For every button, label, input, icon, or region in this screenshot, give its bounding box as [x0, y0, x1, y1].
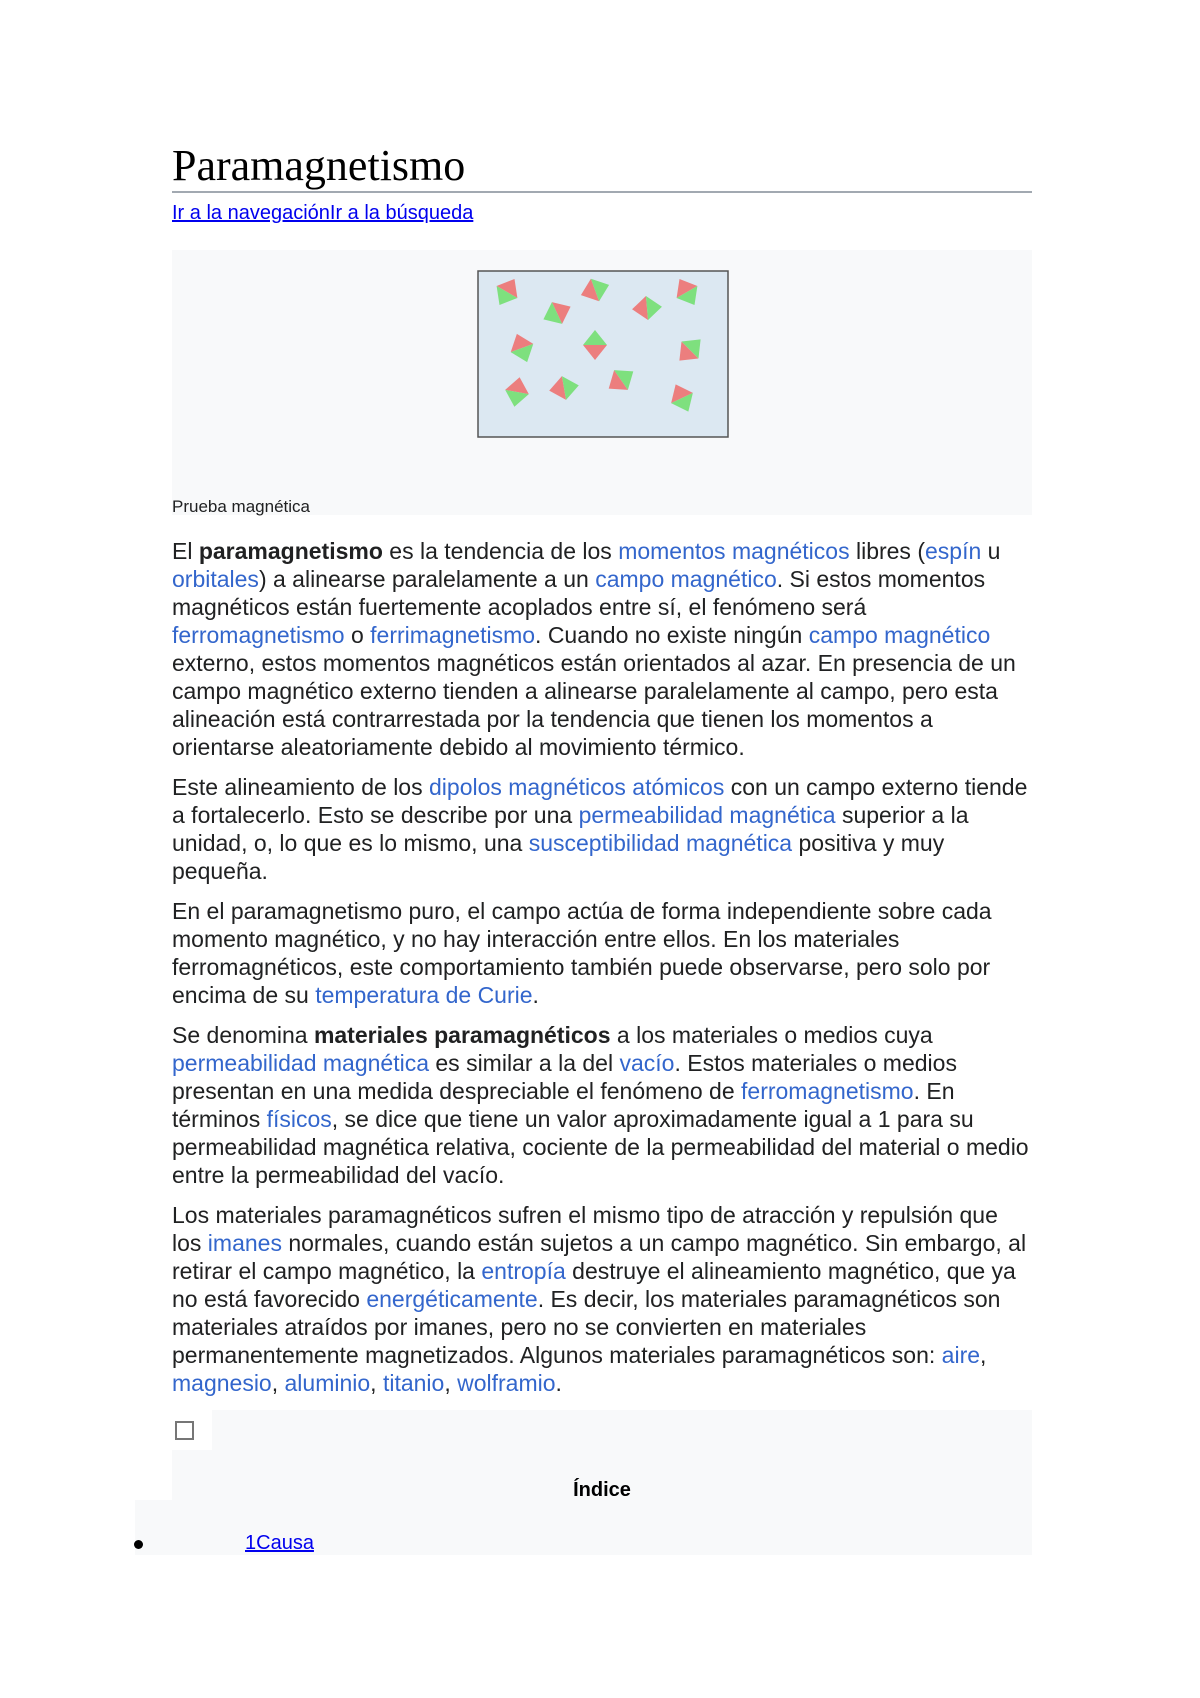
text: externo, estos momentos magnéticos están orientados al azar. En presencia de un campo magnético externo tienden a alinearse paralelamente al campo, pero esta alineación está contrarrestada por la tendencia que tienen los momentos a orientarse aleatoriamente debido al movimiento térmico. [172, 650, 1016, 760]
paragraph-5 [172, 1201, 1032, 1397]
text: , se dice que tiene un valor aproximadamente igual a 1 para su permeabilidad magnética relativa, cociente de la permeabilidad del material o medio entre la permeabilidad del vacío. [172, 1106, 1029, 1188]
bold-term: paramagnetismo [198, 538, 383, 564]
link-permeabilidad-magnetica-2[interactable]: permeabilidad magnética [172, 1050, 429, 1076]
link-entropia[interactable]: entropía [481, 1258, 566, 1284]
text: superior a la unidad, o, lo que es lo mismo, una [172, 802, 969, 856]
link-ferromagnetismo[interactable]: ferromagnetismo [172, 622, 345, 648]
link-vacio[interactable]: vacío [619, 1050, 675, 1076]
text: , [444, 1370, 458, 1396]
text: es la tendencia de los [382, 538, 619, 564]
link-temperatura-de-curie[interactable]: temperatura de Curie [315, 982, 533, 1008]
link-susceptibilidad-magnetica[interactable]: susceptibilidad magnética [528, 830, 793, 856]
article-body [172, 537, 1032, 1409]
figure-caption: Prueba magnética [172, 497, 310, 516]
text: Los materiales paramagnéticos sufren el mismo tipo de atracción y repulsión que los [172, 1202, 998, 1256]
link-ferromagnetismo-2[interactable]: ferromagnetismo [741, 1078, 914, 1104]
toc-item [130, 1530, 1032, 1558]
text: . [532, 982, 539, 1008]
text: destruye el alineamiento magnético, que ya no está favorecido [172, 1258, 1016, 1312]
link-campo-magnetico-2[interactable]: campo magnético [808, 622, 991, 648]
text: . Cuando no existe ningún [535, 622, 809, 648]
text: . [555, 1370, 562, 1396]
link-dipolos-magneticos[interactable]: dipolos magnéticos atómicos [429, 774, 725, 800]
paragraph-4 [172, 1021, 1032, 1189]
text: . Si estos momentos magnéticos están fuertemente acoplados entre sí, el fenómeno será [172, 566, 986, 620]
text: , [370, 1370, 383, 1396]
bullet-icon [134, 1540, 143, 1549]
link-momentos-magneticos[interactable]: momentos magnéticos [618, 538, 850, 564]
link-ferrimagnetismo[interactable]: ferrimagnetismo [370, 622, 536, 648]
paragraph-3 [172, 897, 1032, 1009]
text: . Estos materiales o medios presentan en una medida despreciable el fenómeno de [172, 1050, 957, 1104]
toc-toggle[interactable] [172, 1410, 212, 1450]
text: Se denomina [172, 1022, 314, 1048]
link-fisicos[interactable]: físicos [266, 1106, 332, 1132]
checkbox-icon[interactable] [175, 1421, 194, 1440]
page-title: Paramagnetismo [172, 141, 466, 190]
link-aire[interactable]: aire [941, 1342, 981, 1368]
link-imanes[interactable]: imanes [207, 1230, 282, 1256]
link-wolframio[interactable]: wolframio [457, 1370, 556, 1396]
paragraph-2 [172, 773, 1032, 885]
link-titanio[interactable]: titanio [382, 1370, 445, 1396]
text: positiva y muy pequeña. [172, 830, 945, 884]
text: El [172, 538, 199, 564]
link-espin[interactable]: espín [924, 538, 982, 564]
text: a los materiales o medios cuya [610, 1022, 933, 1048]
text: normales, cuando están sujetos a un campo magnético. Sin embargo, al retirar el campo magnético, la [172, 1230, 1027, 1284]
toc-title: Índice [573, 1479, 631, 1501]
text: u [981, 538, 1001, 564]
link-permeabilidad-magnetica[interactable]: permeabilidad magnética [578, 802, 836, 828]
text: Este alineamiento de los [172, 774, 429, 800]
link-magnesio[interactable]: magnesio [172, 1370, 272, 1396]
link-orbitales[interactable]: orbitales [172, 566, 259, 592]
text: ) a alinearse paralelamente a un [258, 566, 596, 592]
text: con un campo externo tiende a fortalecerlo. Esto se describe por una [172, 774, 1028, 828]
text: libres ( [849, 538, 925, 564]
text: En el paramagnetismo puro, el campo actúa de forma independiente sobre cada momento magnético, y no hay interacción entre ellos. En los materiales ferromagnéticos, este comportamiento también puede observarse, pero solo por encima de su [172, 898, 992, 1008]
link-campo-magnetico[interactable]: campo magnético [595, 566, 777, 592]
toc-link-causa[interactable]: 1Causa [245, 1532, 314, 1554]
magnetic-dipoles-illustration [477, 270, 729, 438]
jump-links[interactable]: Ir a la navegaciónIr a la búsqueda [172, 202, 474, 224]
text: , [980, 1342, 987, 1368]
paragraph-1 [172, 537, 1032, 761]
text: . Es decir, los materiales paramagnéticos son materiales atraídos por imanes, pero no se convierten en materiales permanentemente magnetizados. Algunos materiales paramagnéticos son: [172, 1286, 1001, 1368]
text: , [271, 1370, 285, 1396]
text: es similar a la del [429, 1050, 620, 1076]
bold-term: materiales paramagnéticos [313, 1022, 611, 1048]
text: . En términos [172, 1078, 955, 1132]
link-aluminio[interactable]: aluminio [284, 1370, 371, 1396]
figure-box [172, 250, 1032, 515]
title-divider [172, 191, 1032, 193]
link-energeticamente[interactable]: energéticamente [366, 1286, 538, 1312]
text: o [344, 622, 371, 648]
